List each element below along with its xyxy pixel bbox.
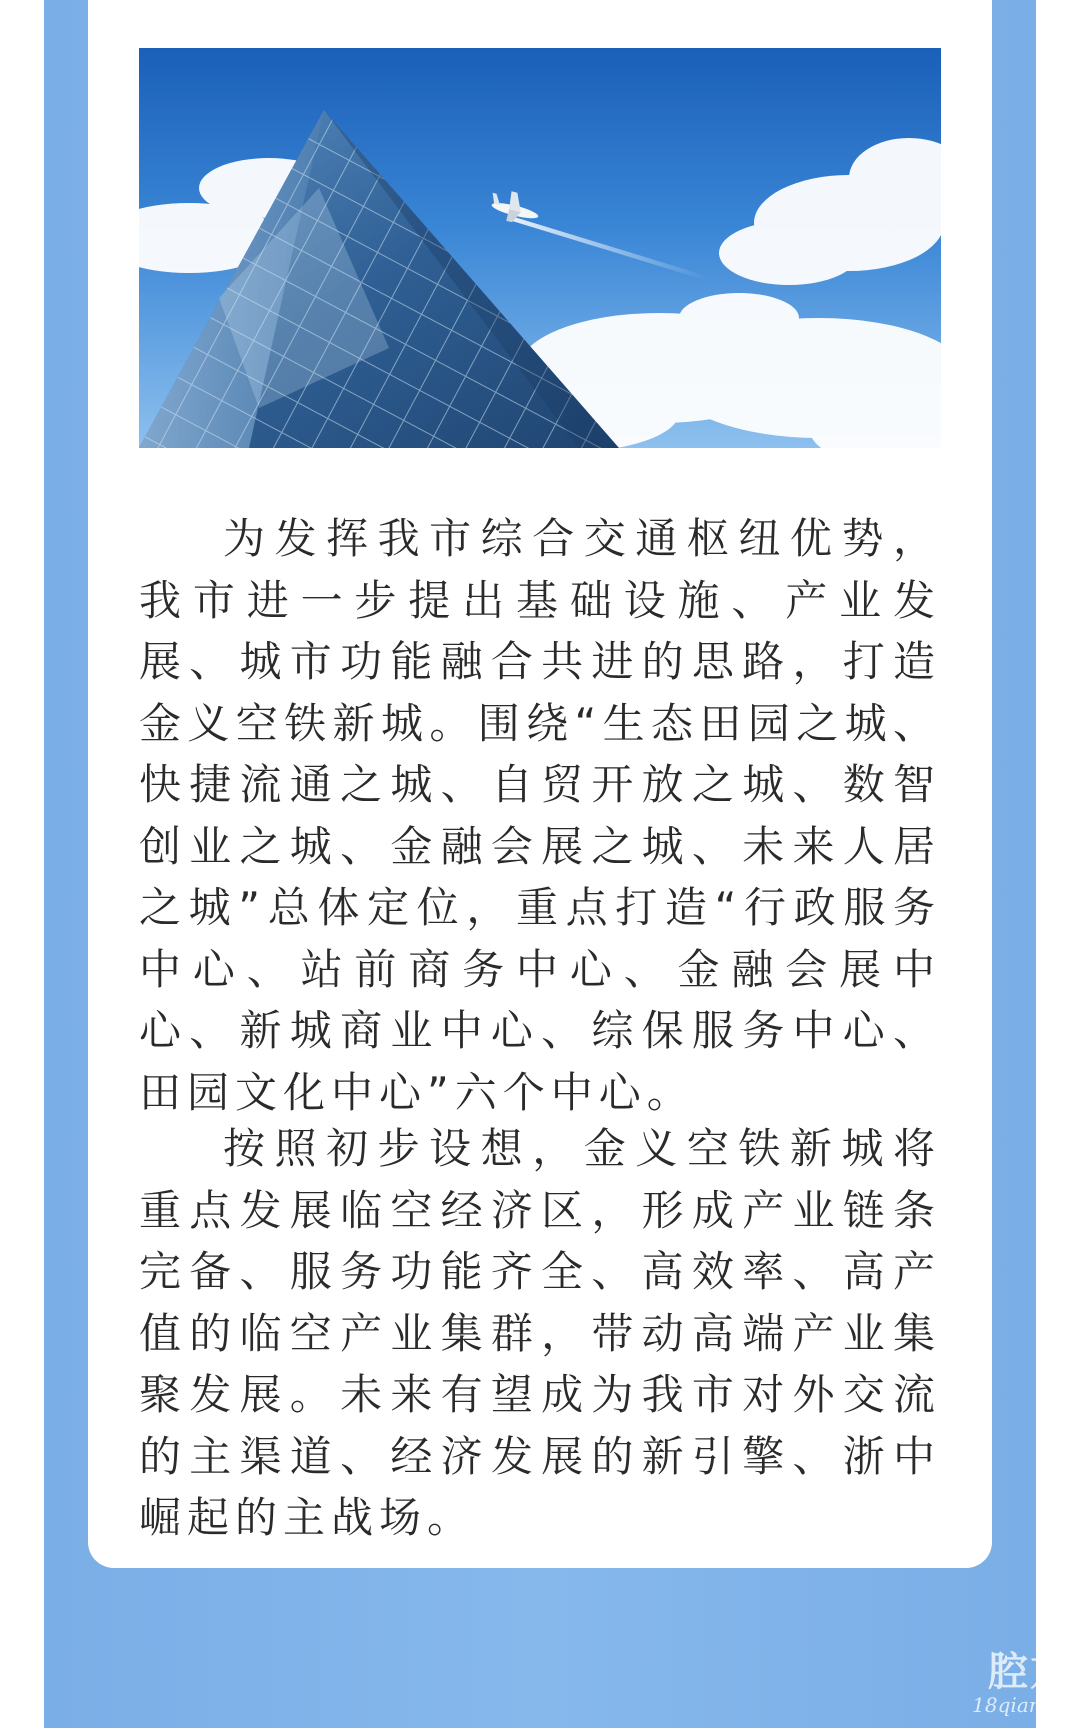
watermark-text: 腔友 bbox=[988, 1649, 1072, 1695]
article-paragraph-1: 为发挥我市综合交通枢纽优势，我市进一步提出基础设施、产业发展、城市功能融合共进的思路，打造金义空铁新城。围绕“生态田园之城、快捷流通之城、自贸开放之城、数智创业之城、金融会展之城、未来人居之城”总体定位，重点打造“行政服务中心、站前商务中心、金融会展中心、新城商业中心、综保服务中心、田园文化中心”六个中心。 bbox=[139, 514, 941, 1117]
hero-image bbox=[139, 48, 941, 448]
watermark-url: 18qiang.c bbox=[972, 1693, 1072, 1717]
watermark-logo bbox=[972, 1650, 1072, 1716]
article-paragraph-2: 按照初步设想，金义空铁新城将重点发展临空经济区，形成产业链条完备、服务功能齐全、高效率、高产值的临空产业集群，带动高端产业集聚发展。未来有望成为我市对外交流的主渠道、经济发展的新引擎、浙中崛起的主战场。 bbox=[139, 1124, 941, 1542]
